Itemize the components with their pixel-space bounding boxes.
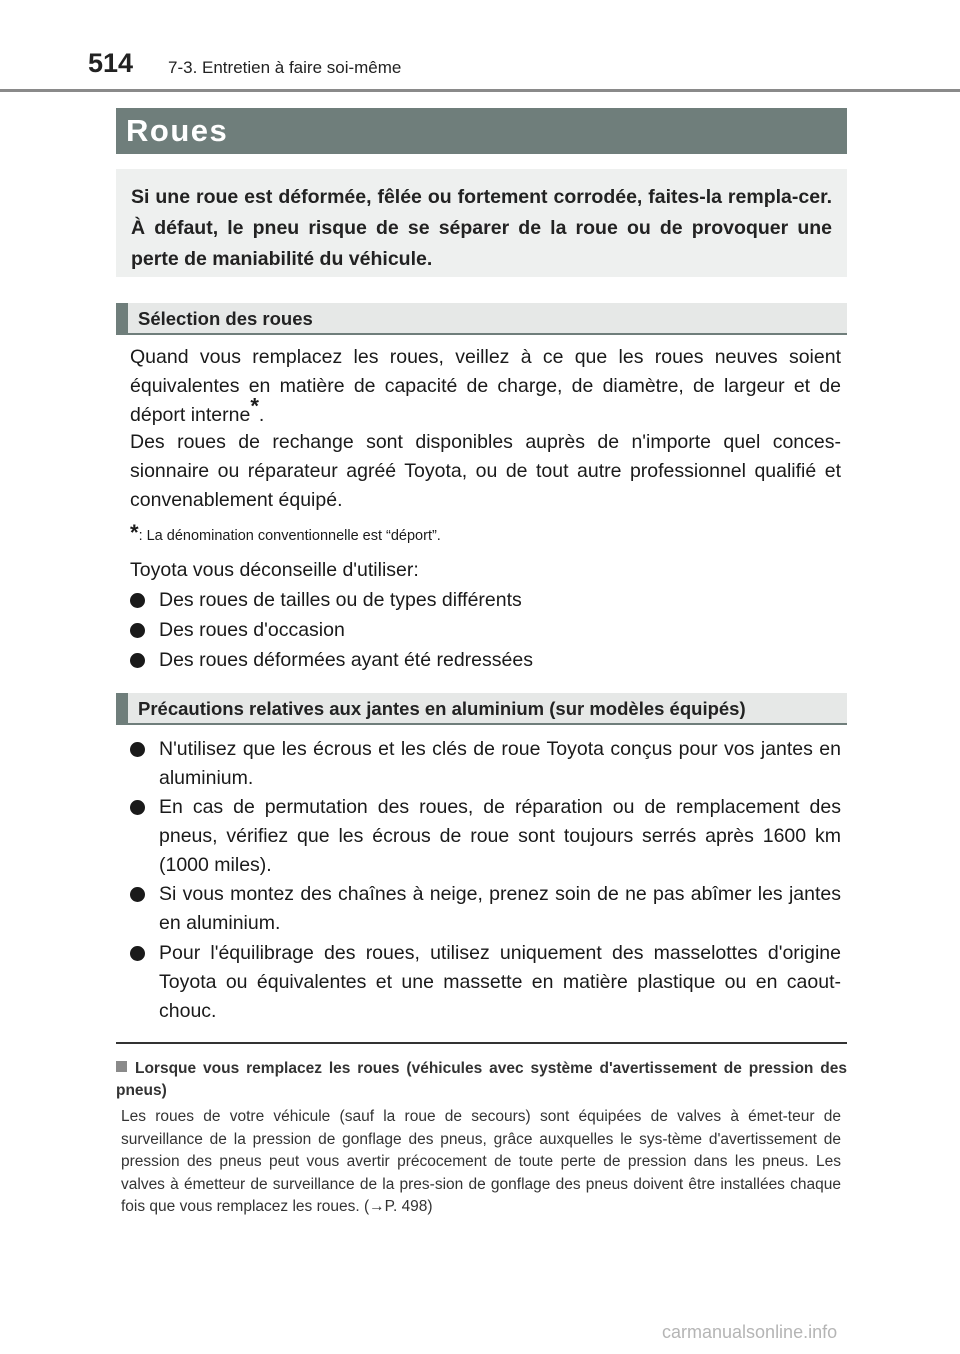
section-heading-aluminium-rims: Précautions relatives aux jantes en aluminium (sur modèles équipés)	[116, 693, 847, 725]
bullet-dot-icon	[130, 800, 145, 815]
footnote-asterisk: *	[130, 520, 139, 545]
intro-warning-box: Si une roue est déformée, fêlée ou fortement corrodée, faites-la rempla-cer. À défaut, le pneu risque de se séparer de la roue ou de provoquer une perte de maniabilité du véhicule.	[116, 169, 847, 277]
asterisk-mark: *	[250, 393, 259, 419]
page-header	[0, 0, 960, 92]
bullet-dot-icon	[130, 653, 145, 668]
bullet-dot-icon	[130, 593, 145, 608]
bullet-dot-icon	[130, 623, 145, 638]
watermark: carmanualsonline.info	[662, 1322, 838, 1342]
note-divider	[116, 1042, 847, 1044]
spare-wheels-paragraph: Des roues de rechange sont disponibles auprès de n'importe quel conces-sionnaire ou réparateur agréé Toyota, ou de tout autre professionnel qualifié et convenablement équipé.	[130, 431, 841, 511]
bullet-dot-icon	[130, 887, 145, 902]
chapter-title: 7-3. Entretien à faire soi-même	[168, 58, 402, 77]
header-divider	[0, 89, 960, 92]
page-title: Roues	[116, 108, 847, 154]
square-bullet-icon	[116, 1061, 127, 1072]
list-item: Pour l'équilibrage des roues, utilisez uniquement des masselottes d'origine Toyota ou équivalentes et une massette en matière plastique ou en caout-chouc.	[130, 939, 841, 1026]
bullet-dot-icon	[130, 742, 145, 757]
list-item: N'utilisez que les écrous et les clés de roue Toyota conçus pour vos jantes en aluminium.	[130, 735, 841, 793]
advice-intro: Toyota vous déconseille d'utiliser:	[130, 559, 419, 581]
section-heading-wheel-selection: Sélection des roues	[116, 303, 847, 335]
list-item: Des roues de tailles ou de types différents	[130, 586, 841, 615]
bullet-dot-icon	[130, 946, 145, 961]
note-body: Les roues de votre véhicule (sauf la roue de secours) sont équipées de valves à émet-teur de surveillance de la pression de gonflage des pneus, grâce auxquelles le sys-tème d'avertissement de pression des pneus peut vous avertir précocement de toute perte de pression dans les pneus. Les valves à émetteur de surveillance de la pres-sion de gonflage des pneus doivent être installées chaque fois que vous remplacez les roues. (→P. 498)	[121, 1108, 841, 1215]
footnote-text: : La dénomination conventionnelle est “déport”.	[138, 528, 441, 544]
page-number: 514	[88, 48, 134, 78]
list-item: Si vous montez des chaînes à neige, prenez soin de ne pas abîmer les jantes en aluminium.	[130, 880, 841, 938]
note-heading: Lorsque vous remplacez les roues (véhicules avec système d'avertissement de pression des pneus)	[116, 1060, 847, 1099]
footnote	[130, 520, 441, 546]
paragraph-end: .	[258, 404, 265, 426]
list-item: Des roues déformées ayant été redressées	[130, 646, 841, 675]
paragraph-text: Quand vous remplacez les roues, veillez à ce que les roues neuves soient équivalentes en matière de capacité de charge, de diamètre, de largeur et de déport interne	[130, 346, 841, 426]
list-item: En cas de permutation des roues, de réparation ou de remplacement des pneus, vérifiez que les écrous de roue sont toujours serrés après 1600 km (1000 miles).	[130, 793, 841, 880]
wheel-selection-paragraph	[130, 343, 841, 430]
list-item: Des roues d'occasion	[130, 616, 841, 645]
